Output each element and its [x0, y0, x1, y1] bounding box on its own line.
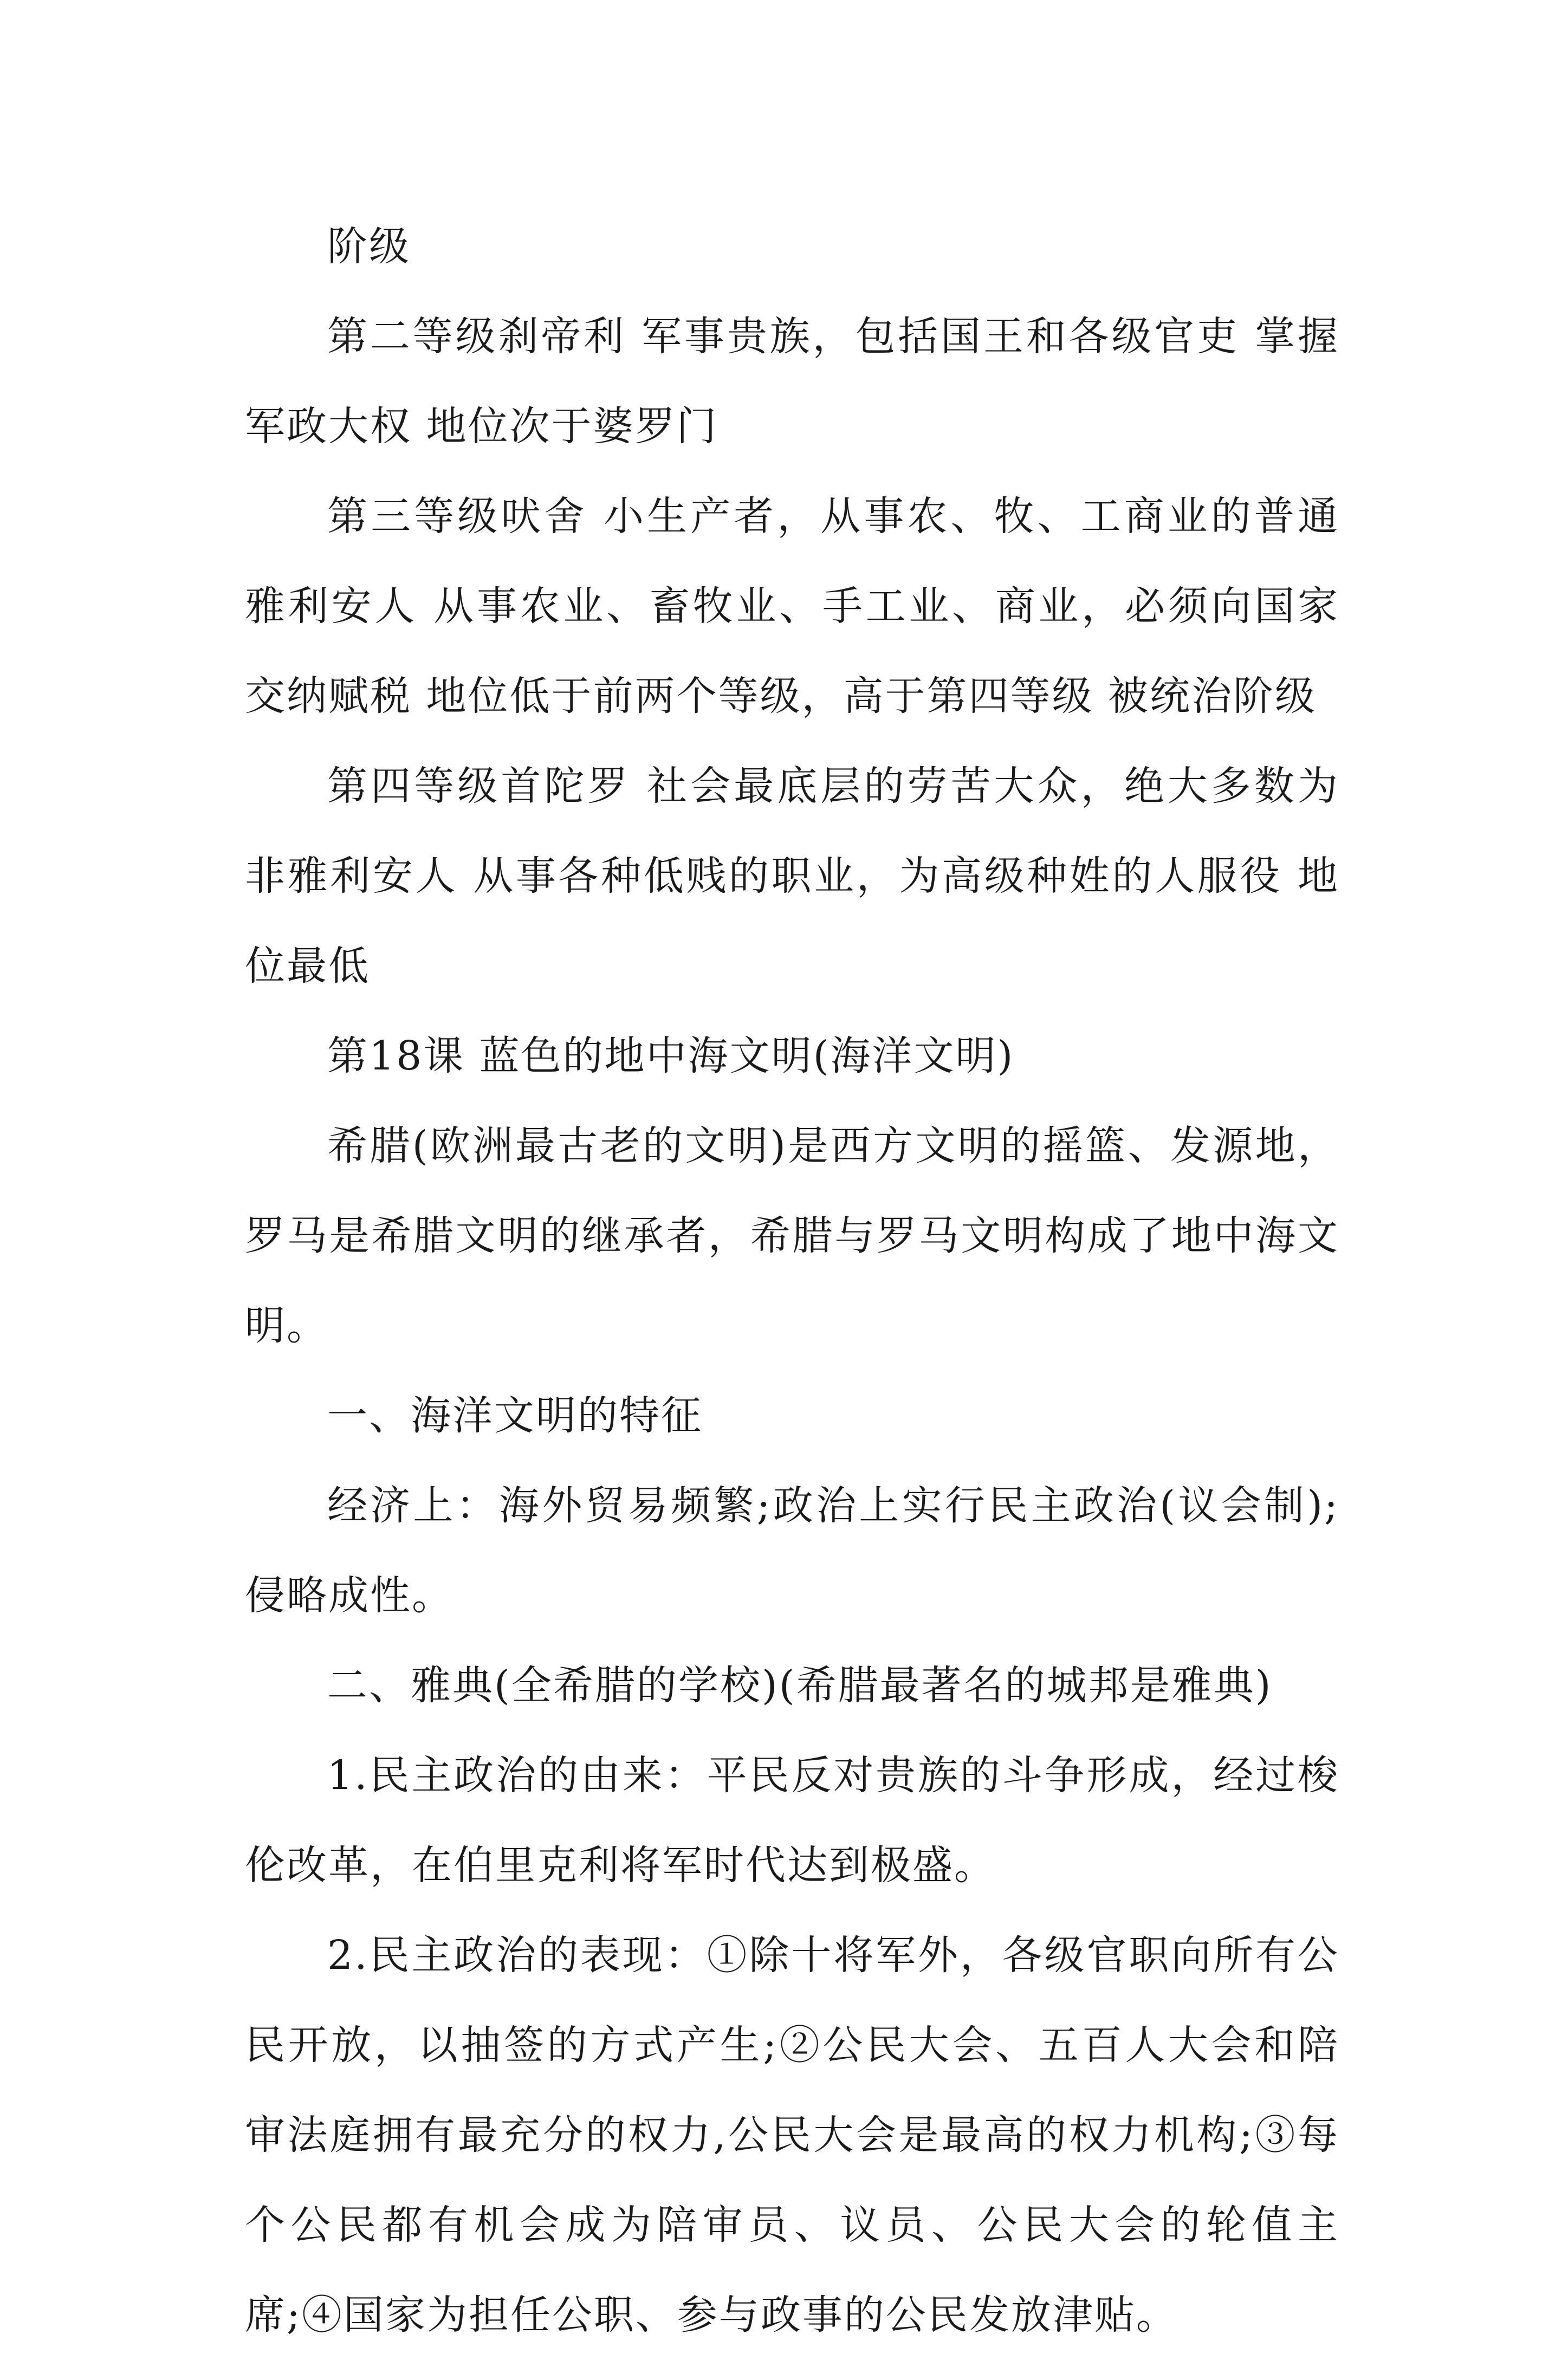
lesson-heading: 第18课 蓝色的地中海文明(海洋文明)	[327, 1033, 1015, 1079]
paragraph-caste-class-end: 阶级	[327, 223, 411, 270]
section-heading-athens: 二、雅典(全希腊的学校)(希腊最著名的城邦是雅典)	[327, 1662, 1273, 1709]
paragraph-democracy-origin: 1.民主政治的由来：平民反对贵族的斗争形成，经过梭伦改革，在伯里克利将军时代达到极盛。	[245, 1752, 1339, 1889]
paragraph-greece-intro: 希腊(欧洲最古老的文明)是西方文明的摇篮、发源地，罗马是希腊文明的继承者，希腊与罗马文明构成了地中海文明。	[245, 1123, 1339, 1349]
section-heading-ocean-civilization: 一、海洋文明的特征	[327, 1392, 703, 1439]
paragraph-shudra: 第四等级首陀罗 社会最底层的劳苦大众，绝大多数为非雅利安人 从事各种低贱的职业，为高级种姓的人服役 地位最低	[245, 763, 1339, 989]
paragraph-kshatriya: 第二等级刹帝利 军事贵族，包括国王和各级官吏 掌握军政大权 地位次于婆罗门	[245, 313, 1339, 450]
document-page	[245, 202, 1339, 2360]
paragraph-democracy-manifestation: 2.民主政治的表现：①除十将军外，各级官职向所有公民开放，以抽签的方式产生;②公民大会、五百人大会和陪审法庭拥有最充分的权力,公民大会是最高的权力机构;③每个公民都有机会成为陪审员、议员、公民大会的轮值主席;④国家为担任公职、参与政事的公民发放津贴。	[245, 1932, 1339, 2338]
paragraph-ocean-features: 经济上：海外贸易频繁;政治上实行民主政治(议会制);侵略成性。	[245, 1482, 1339, 1619]
paragraph-vaishya: 第三等级吠舍 小生产者，从事农、牧、工商业的普通雅利安人 从事农业、畜牧业、手工业、商业，必须向国家交纳赋税 地位低于前两个等级，高于第四等级 被统治阶级	[245, 493, 1339, 719]
